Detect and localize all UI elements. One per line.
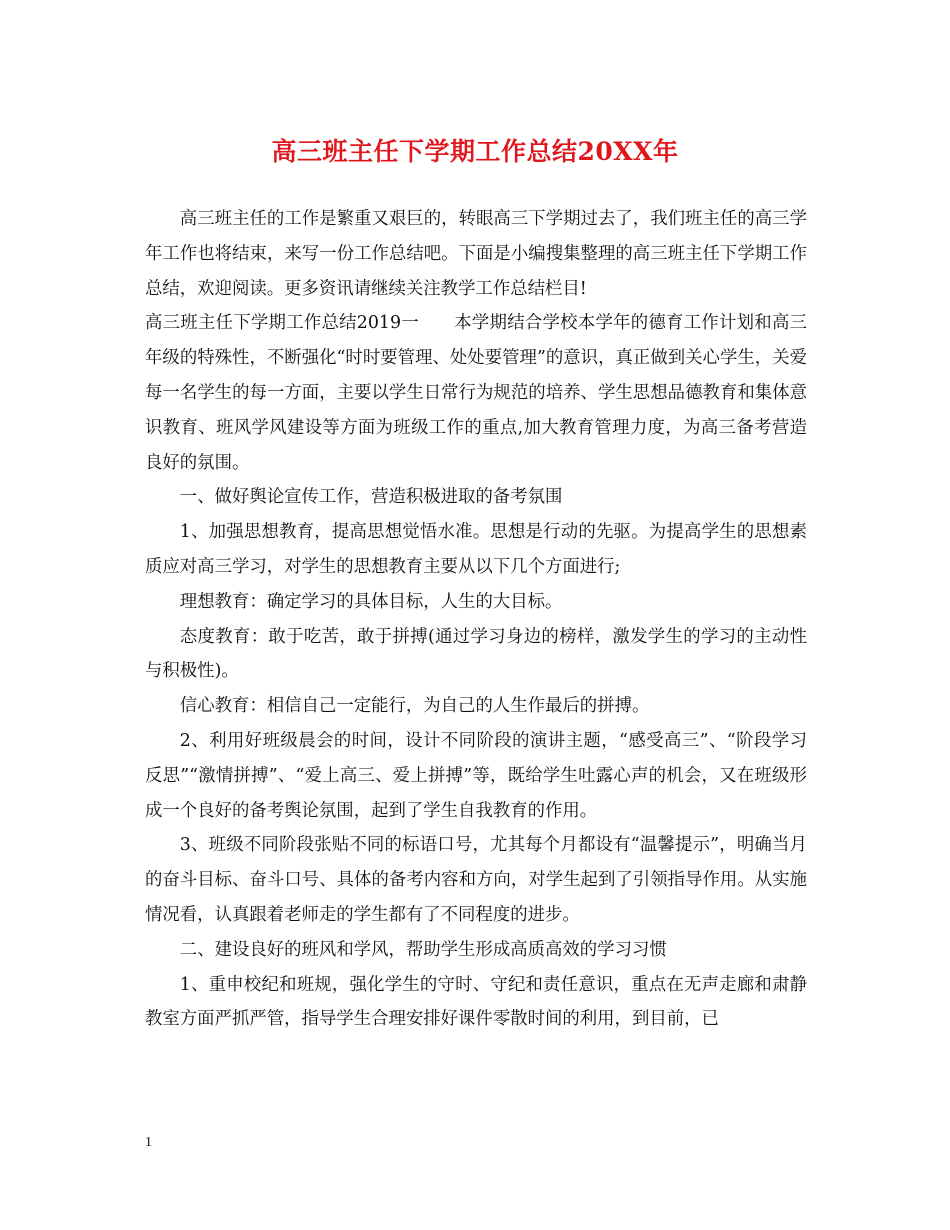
body-paragraph: 信心教育：相信自己一定能行，为自己的人生作最后的拼搏。: [179, 696, 650, 717]
body-paragraph: 3、班级不同阶段张贴不同的标语口号，尤其每个月都设有“温馨提示”，明确当月的奋斗目标、奋斗口号、具体的备考内容和方向，对学生起到了引领指导作用。从实施情况看，认真跟着老师走的学生都有了不同程度的进步。: [145, 835, 807, 925]
section-heading-1: 一、做好舆论宣传工作，营造积极进取的备考氛围: [179, 487, 563, 508]
section-heading-2: 二、建设良好的班风和学风，帮助学生形成高质高效的学习习惯: [179, 939, 667, 960]
summary-paragraph: 高三班主任下学期工作总结2019一 本学期结合学校本学年的德育工作计划和高三年级的特殊性，不断强化“时时要管理、处处要管理”的意识，真正做到关心学生，关爱每一名学生的每一方面，主要以学生日常行为规范的培养、学生思想品德教育和集体意识教育、班风学风建设等方面为班级工作的重点,加大教育管理力度，为高三备考营造良好的氛围。: [145, 313, 807, 473]
document-body: [145, 202, 807, 1037]
body-paragraph: 理想教育：确定学习的具体目标，人生的大目标。: [179, 591, 563, 612]
intro-paragraph: 高三班主任的工作是繁重又艰巨的，转眼高三下学期过去了，我们班主任的高三学年工作也将结束，来写一份工作总结吧。下面是小编搜集整理的高三班主任下学期工作总结，欢迎阅读。更多资讯请继续关注教学工作总结栏目!: [145, 209, 807, 299]
body-paragraph: 1、加强思想教育，提高思想觉悟水准。思想是行动的先驱。为提高学生的思想素质应对高三学习，对学生的思想教育主要从以下几个方面进行;: [145, 522, 807, 577]
body-paragraph: 2、利用好班级晨会的时间，设计不同阶段的演讲主题，“感受高三”、“阶段学习反思”“激情拼搏”、“爱上高三、爱上拼搏”等，既给学生吐露心声的机会，又在班级形成一个良好的备考舆论氛围，起到了学生自我教育的作用。: [145, 730, 807, 821]
page-number: 1: [145, 1135, 152, 1150]
body-paragraph: 态度教育：敢于吃苦，敢于拼搏(通过学习身边的榜样，激发学生的学习的主动性与积极性)。: [145, 626, 807, 682]
body-paragraph: 1、重申校纪和班规，强化学生的守时、守纪和责任意识，重点在无声走廊和肃静教室方面严抓严管，指导学生合理安排好课件零散时间的利用，到目前，已: [145, 974, 807, 1030]
document-title: 高三班主任下学期工作总结20XX年: [271, 137, 679, 166]
